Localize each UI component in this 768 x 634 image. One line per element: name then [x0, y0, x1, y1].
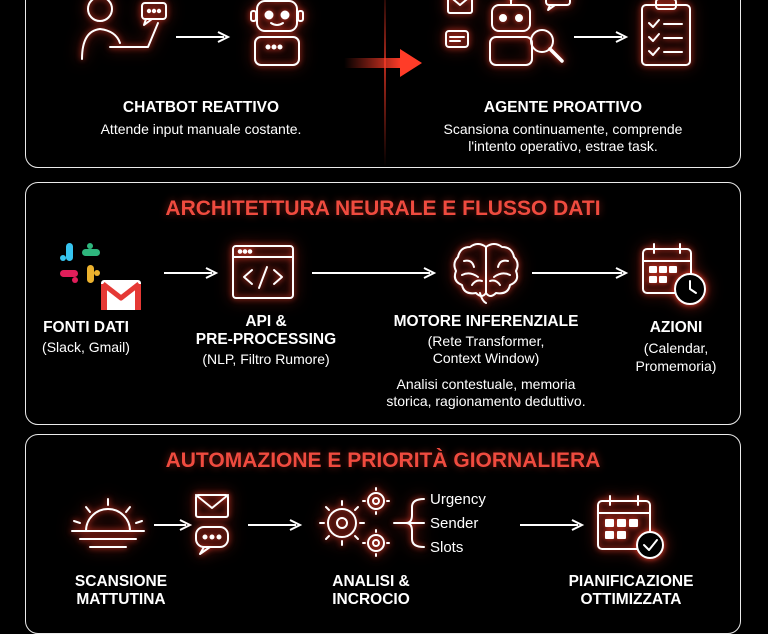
- api-title-line1: API &: [245, 313, 287, 330]
- engine-sub-line1: (Rete Transformer,: [427, 333, 545, 349]
- comparison-panel: [25, 0, 741, 168]
- scan-title-line1: SCANSIONE: [74, 573, 168, 590]
- automation-panel: [25, 434, 741, 634]
- engine-sub-line2: Context Window): [432, 350, 540, 366]
- actions-title: AZIONI: [649, 319, 703, 336]
- calendar-check-icon: [594, 493, 670, 561]
- user-laptop-icon: [68, 0, 168, 61]
- brain-icon: [450, 239, 522, 305]
- robot-search-icon: [438, 0, 588, 71]
- agent-desc-line2: l'intento operativo, estrae task.: [468, 138, 658, 154]
- scan-title-line2: MATTUTINA: [76, 591, 166, 608]
- branch-urgency: Urgency: [430, 491, 486, 508]
- panel-divider: [384, 0, 386, 167]
- code-window-icon: [230, 243, 296, 301]
- planning-title-line2: OTTIMIZZATA: [580, 591, 682, 608]
- gmail-icon: [100, 279, 142, 311]
- chatbot-desc: Attende input manuale costante.: [100, 121, 302, 137]
- chatbot-title: CHATBOT REATTIVO: [122, 99, 280, 116]
- sources-sub: (Slack, Gmail): [42, 339, 130, 355]
- branch-slots: Slots: [430, 539, 464, 556]
- sources-title: FONTI DATI: [43, 319, 129, 336]
- arrow-right-icon: [248, 519, 303, 531]
- arrow-right-icon: [164, 267, 219, 279]
- analysis-title-line1: ANALISI &: [332, 573, 410, 590]
- arrow-right-icon: [176, 31, 231, 43]
- transition-arrow-icon: [344, 47, 424, 79]
- planning-title-line1: PIANIFICAZIONE: [568, 573, 694, 590]
- architecture-title: ARCHITETTURA NEURALE E FLUSSO DATI: [165, 197, 601, 220]
- arrow-right-icon: [574, 31, 629, 43]
- actions-sub-line1: (Calendar,: [643, 340, 709, 356]
- api-sub: (NLP, Filtro Rumore): [202, 351, 330, 367]
- calendar-clock-icon: [640, 241, 710, 307]
- sunrise-icon: [68, 497, 148, 553]
- gears-icon: [314, 485, 434, 561]
- agent-desc-line1: Scansiona continuamente, comprende: [443, 121, 683, 137]
- arrow-right-icon: [154, 519, 194, 531]
- engine-desc-line2: storica, ragionamento deduttivo.: [386, 393, 586, 409]
- arrow-right-icon: [312, 267, 437, 279]
- automation-title: AUTOMAZIONE E PRIORITÀ GIORNALIERA: [165, 449, 601, 472]
- analysis-title-line2: INCROCIO: [332, 591, 410, 608]
- arrow-right-icon: [520, 519, 585, 531]
- branch-sender: Sender: [430, 515, 479, 532]
- engine-desc-line1: Analisi contestuale, memoria: [396, 376, 576, 392]
- api-title-line2: PRE-PROCESSING: [195, 331, 337, 348]
- robot-icon: [244, 0, 310, 69]
- engine-title: MOTORE INFERENZIALE: [393, 313, 579, 330]
- architecture-panel: [25, 182, 741, 425]
- slack-icon: [56, 239, 104, 287]
- arrow-right-icon: [532, 267, 630, 279]
- actions-sub-line2: Promemoria): [635, 358, 717, 374]
- agent-title: AGENTE PROATTIVO: [483, 99, 643, 116]
- mail-chat-icon: [192, 491, 234, 557]
- checklist-icon: [638, 0, 694, 69]
